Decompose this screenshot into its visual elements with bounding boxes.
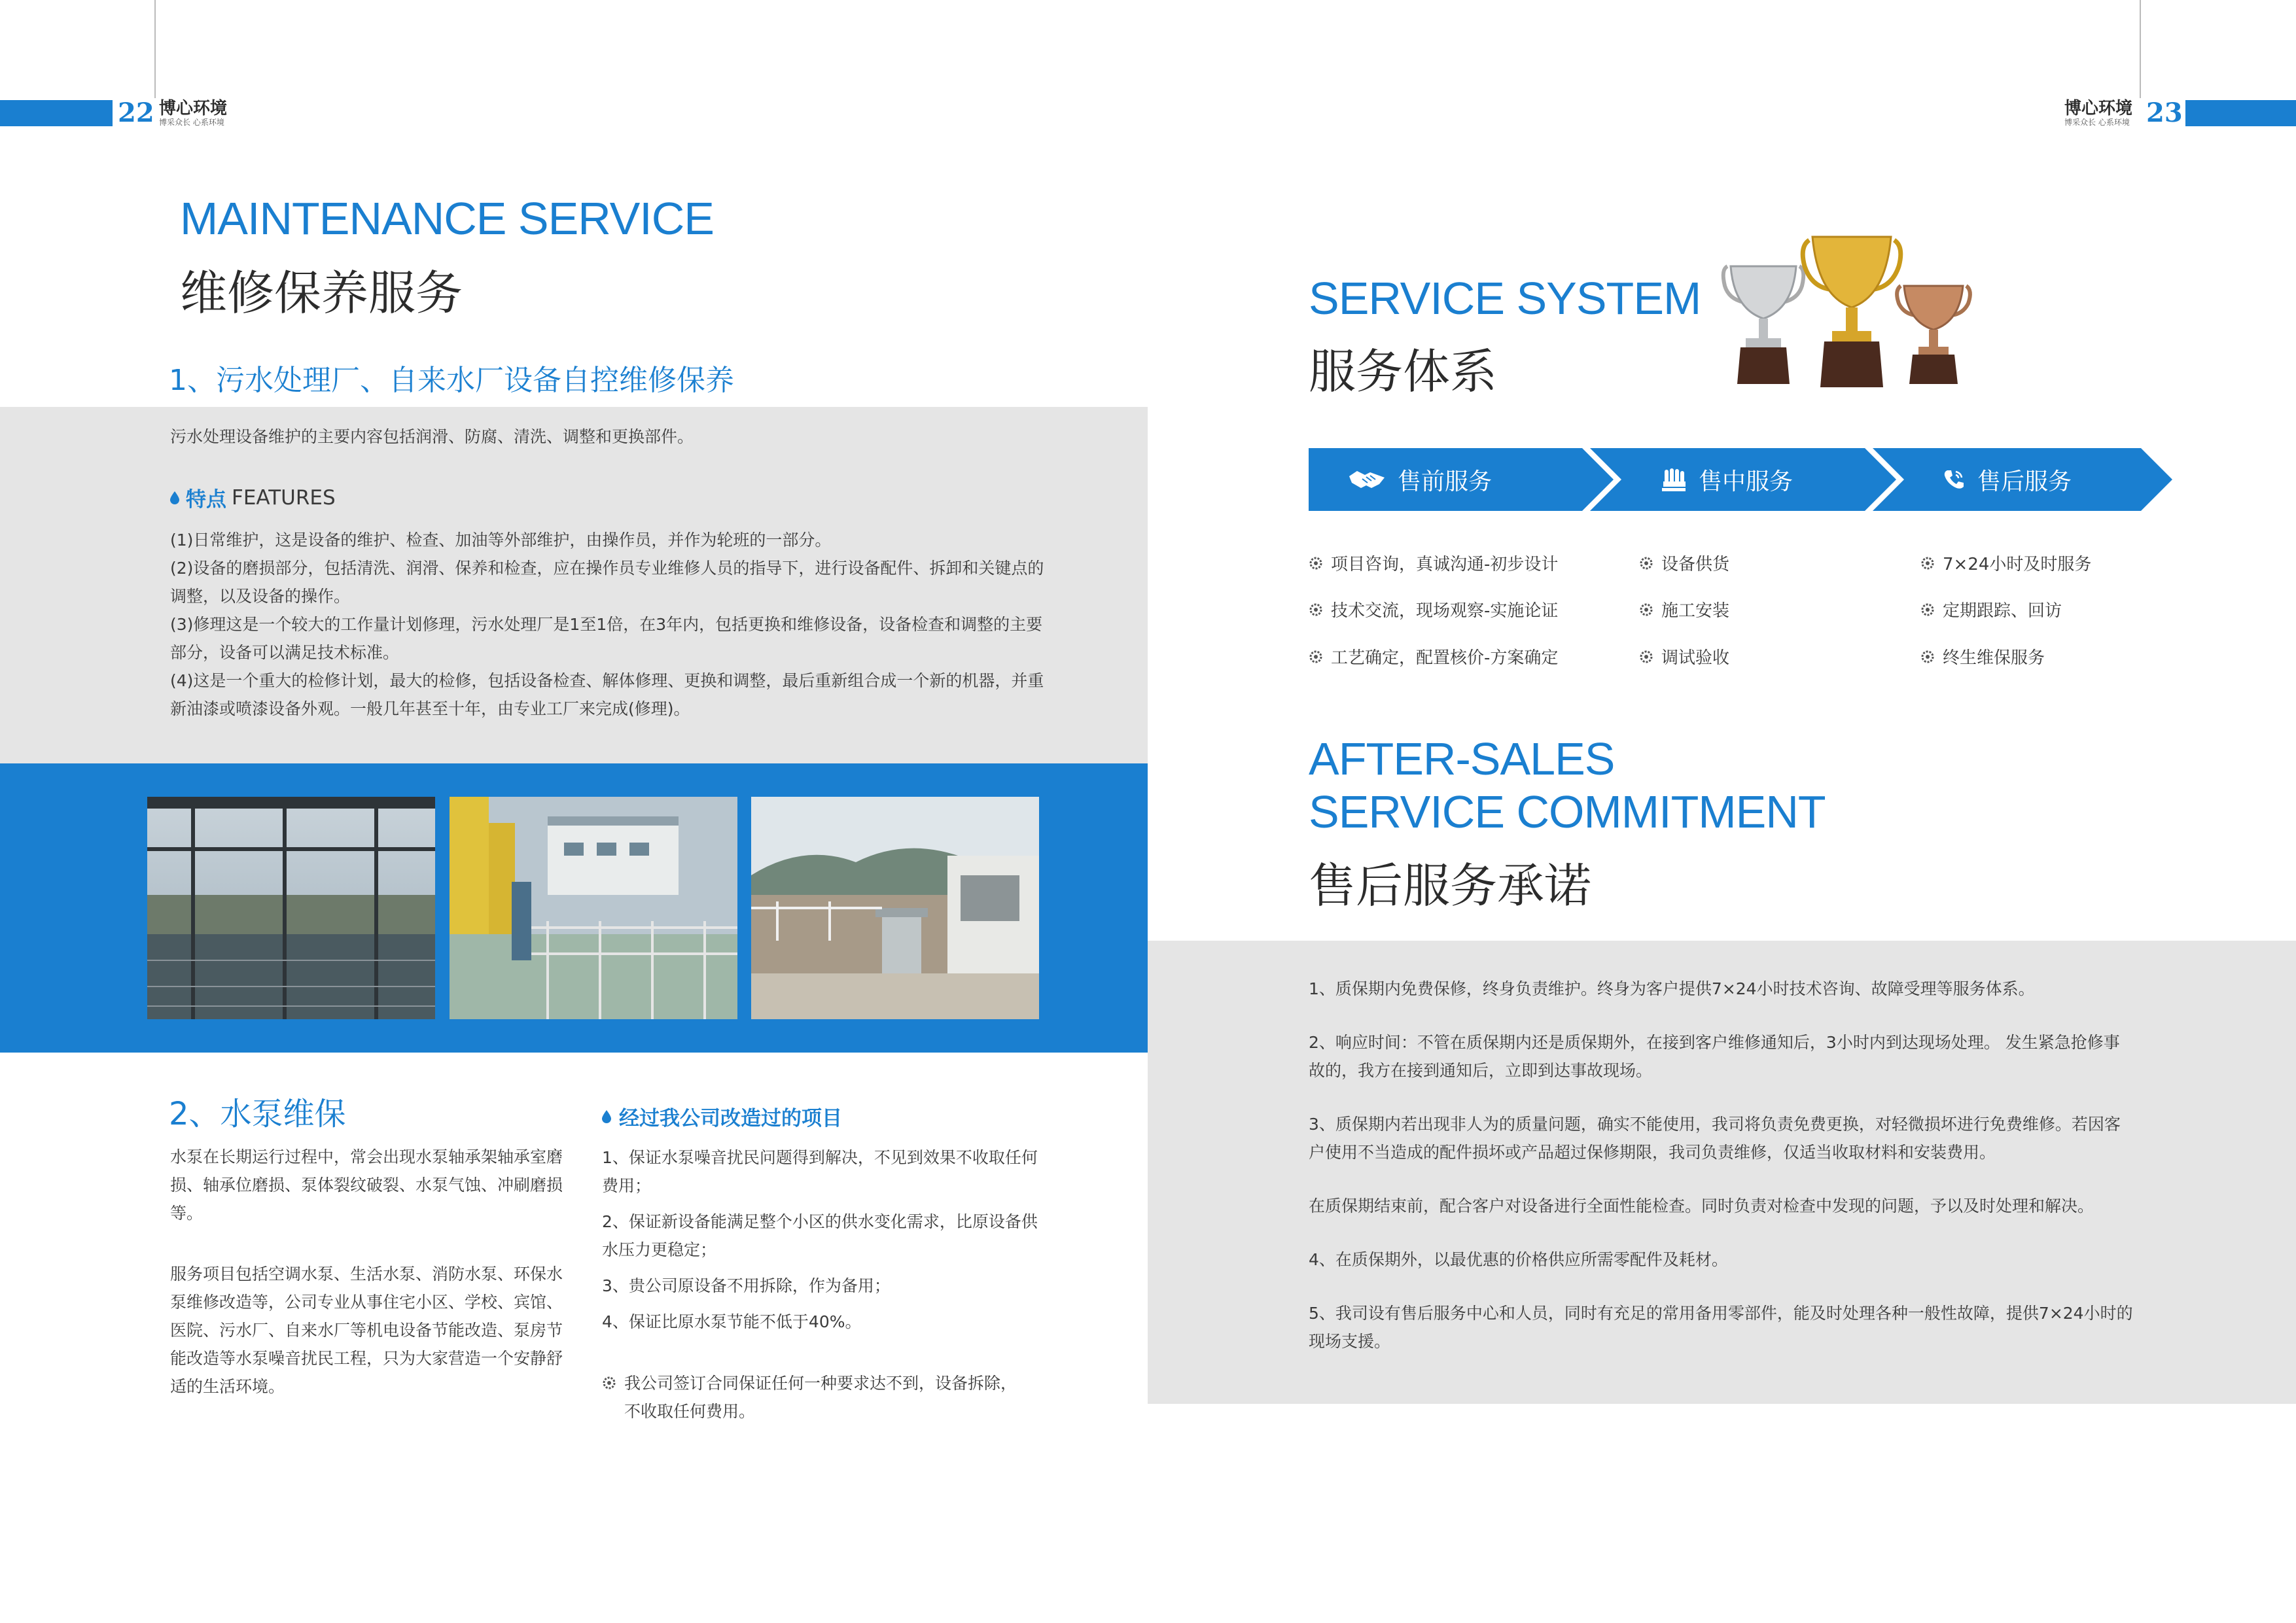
gear-icon	[1309, 650, 1323, 664]
photo-rooftop-equipment	[751, 797, 1039, 1019]
trophies-illustration	[1714, 230, 1976, 391]
project-item: 3、贵公司原设备不用拆除，作为备用；	[602, 1276, 891, 1295]
insale-item: 设备供货	[1639, 551, 1729, 575]
presale-item: 项目咨询，真诚沟通-初步设计	[1309, 551, 1558, 575]
commitment-item: 2、响应时间：不管在质保期内还是质保期外，在接到客户维修通知后，3小时内到达现场处理。 发生紧急抢修事故的，我方在接到通知后，立即到达事故现场。	[1309, 1033, 2120, 1080]
silver-trophy	[1723, 266, 1804, 384]
project-item: 2、保证新设备能满足整个小区的供水变化需求，比原设备供水压力更稳定；	[602, 1212, 1038, 1259]
gear-icon	[602, 1376, 616, 1390]
guarantee-row	[602, 1369, 1021, 1425]
section1-heading: 1、污水处理厂、自来水厂设备自控维修保养	[169, 364, 734, 397]
section2-para2: 服务项目包括空调水泵、生活水泵、消防水泵、环保水泵维修改造等，公司专业从事住宅小区、学校、宾馆、医院、污水厂、自来水厂等机电设备节能改造、泵房节能改造等水泵噪音扰民工程，只为大家营造一个安静舒适的生活环境。	[170, 1265, 563, 1396]
commitment-list	[1309, 975, 2133, 1355]
project-item: 4、保证比原水泵节能不低于40%。	[602, 1312, 862, 1331]
photo-indoor-plant	[147, 797, 435, 1019]
phone-icon	[1942, 468, 1966, 491]
brand-tagline: 博采众长 心系环境	[2064, 118, 2130, 127]
left-brand	[159, 99, 227, 127]
right-header-bar	[2185, 100, 2296, 126]
gear-icon	[1920, 602, 1935, 617]
insale-item: 施工安装	[1639, 597, 1729, 621]
right-page-number: 23	[2141, 100, 2188, 126]
stage-label: 售前服务	[1398, 468, 1492, 495]
left-header-bar	[0, 100, 118, 126]
maintenance-title-en: MAINTENANCE SERVICE	[180, 193, 714, 244]
feature-item: (1)日常维护，这是设备的维护、检查、加油等外部维护，由操作员，并作为轮班的一部分。	[170, 531, 832, 550]
features-list	[170, 526, 1047, 723]
gear-icon	[1309, 602, 1323, 617]
commitment-item: 在质保期结束前，配合客户对设备进行全面性能检查。同时负责对检查中发现的问题，予以及时处理和解决。	[1309, 1196, 2094, 1215]
brand-tagline: 博采众长 心系环境	[159, 118, 224, 127]
gear-icon	[1639, 602, 1653, 617]
after-sales-title-en-line2: SERVICE COMMITMENT	[1309, 786, 1826, 837]
after-sales-title-cn: 售后服务承诺	[1309, 858, 1592, 913]
commitment-item: 4、在质保期外，以最优惠的价格供应所需零配件及耗材。	[1309, 1250, 1728, 1269]
hands-icon	[1661, 467, 1687, 492]
left-crop-line	[154, 0, 156, 98]
brand-name: 博心环境	[159, 99, 228, 118]
stage-insale	[1661, 448, 1793, 511]
after-sales-title-en-line1: AFTER-SALES	[1309, 733, 1615, 784]
projects-list	[602, 1143, 1047, 1336]
insale-item: 调试验收	[1639, 644, 1729, 669]
gear-icon	[1920, 650, 1935, 664]
presale-item: 工艺确定，配置核价-方案确定	[1309, 644, 1558, 669]
section2-heading: 2、水泵维保	[169, 1096, 346, 1132]
feature-item: (3)修理这是一个较大的工作量计划修理，污水处理厂是1至1倍，在3年内，包括更换和维修设备，设备检查和调整的主要部分，设备可以满足技术标准。	[170, 615, 1043, 662]
water-drop-icon	[601, 1109, 612, 1124]
aftersale-item: 终生维保服务	[1920, 644, 2045, 669]
bronze-trophy	[1897, 286, 1970, 384]
handshake-icon	[1348, 468, 1386, 491]
commitment-item: 3、质保期内若出现非人为的质量问题，确实不能使用，我司将负责免费更换，对轻微损坏进行免费维修。若因客户使用不当造成的配件损坏或产品超过保修期限，我司负责维修，仅适当收取材料和安装费用。	[1309, 1115, 2121, 1162]
feature-item: (2)设备的磨损部分，包括清洗、润滑、保养和检查，应在操作员专业维修人员的指导下，进行设备配件、拆卸和关键点的调整，以及设备的操作。	[170, 559, 1044, 606]
stage-aftersale	[1942, 448, 2072, 511]
aftersale-item: 7×24小时及时服务	[1920, 551, 2091, 575]
commitment-item: 1、质保期内免费保修，终身负责维护。终身为客户提供7×24小时技术咨询、故障受理等服务体系。	[1309, 979, 2035, 998]
stage-presale	[1348, 448, 1492, 511]
gear-icon	[1920, 556, 1935, 570]
brand-name: 博心环境	[2064, 99, 2133, 118]
stage-label: 售后服务	[1977, 468, 2072, 495]
left-page-number: 22	[113, 100, 160, 126]
gear-icon	[1309, 556, 1323, 570]
features-label	[169, 483, 336, 512]
project-item: 1、保证水泵噪音扰民问题得到解决，不见到效果不收取任何费用；	[602, 1148, 1038, 1195]
right-brand	[2064, 99, 2132, 127]
maintenance-title-cn: 维修保养服务	[180, 266, 463, 321]
right-crop-line	[2140, 0, 2141, 98]
stage-label: 售中服务	[1699, 468, 1793, 495]
feature-item: (4)这是一个重大的检修计划，最大的检修，包括设备检查、解体修理、更换和调整，最后重新组合成一个新的机器，并重新油漆或喷漆设备外观。一般几年甚至十年，由专业工厂来完成(修理)。	[170, 671, 1044, 718]
guarantee-text: 我公司签订合同保证任何一种要求达不到，设备拆除，不收取任何费用。	[624, 1374, 1017, 1421]
service-system-title-cn: 服务体系	[1309, 344, 1498, 399]
gear-icon	[1639, 650, 1653, 664]
water-drop-icon	[169, 491, 181, 505]
aftersale-item: 定期跟踪、回访	[1920, 597, 2062, 621]
gear-icon	[1639, 556, 1653, 570]
service-system-title-en: SERVICE SYSTEM	[1309, 273, 1701, 324]
features-label-cn: 特点	[186, 488, 226, 512]
projects-heading: 经过我公司改造过的项目	[619, 1107, 842, 1130]
features-label-en: FEATURES	[232, 485, 336, 510]
presale-item: 技术交流，现场观察-实施论证	[1309, 597, 1558, 621]
commitment-item: 5、我司设有售后服务中心和人员，同时有充足的常用备用零部件，能及时处理各种一般性故障，提供7×24小时的现场支援。	[1309, 1304, 2133, 1351]
section2-para1: 水泵在长期运行过程中，常会出现水泵轴承架轴承室磨损、轴承位磨损、泵体裂纹破裂、水泵气蚀、冲刷磨损等。	[170, 1147, 563, 1223]
section1-intro: 污水处理设备维护的主要内容包括润滑、防腐、清洗、调整和更换部件。	[170, 427, 694, 446]
gold-trophy	[1803, 237, 1901, 387]
photo-pump-station	[450, 797, 737, 1019]
projects-heading-row	[601, 1102, 842, 1131]
